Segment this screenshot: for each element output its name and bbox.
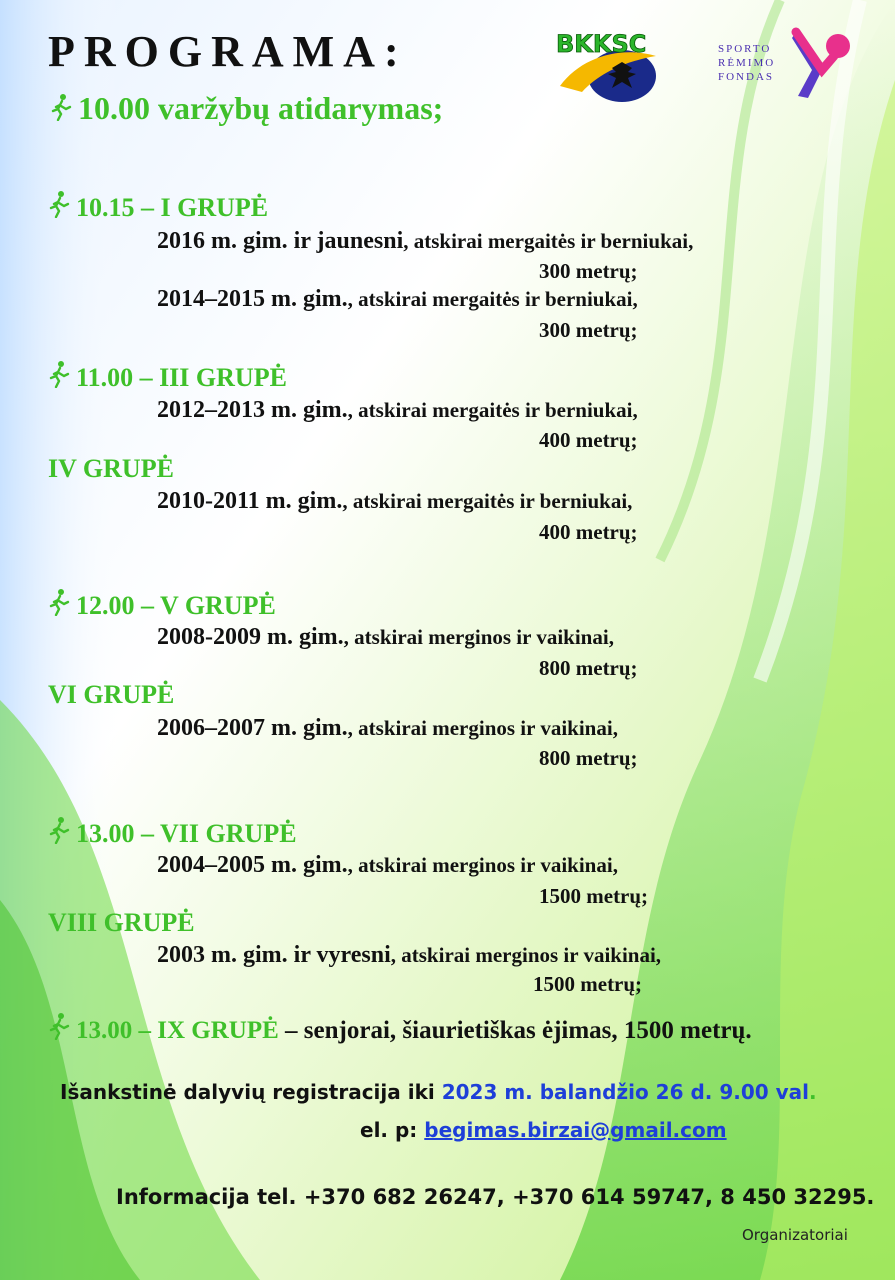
distance: 800 metrų;	[539, 656, 638, 680]
group-row: 2016 m. gim. ir jaunesni, atskirai mergaitės ir berniukai,	[157, 228, 694, 254]
runner-icon	[48, 360, 70, 388]
group-row: 2003 m. gim. ir vyresni, atskirai merginos ir vaikinai,	[157, 942, 662, 968]
bkksc-logo-text: BKKSC	[556, 30, 647, 58]
distance: 1500 metrų;	[533, 972, 643, 996]
runner-icon	[50, 93, 72, 121]
srf-logo-mark	[788, 26, 854, 102]
organizers-label: Organizatoriai	[742, 1226, 848, 1244]
group-heading-3: 11.00 – III GRUPĖ	[48, 360, 287, 393]
group-row: 2008-2009 m. gim., atskirai merginos ir vaikinai,	[157, 624, 614, 650]
group-heading-4: IV GRUPĖ	[48, 454, 174, 483]
bkksc-logo	[552, 26, 662, 104]
group-heading-5: 12.00 – V GRUPĖ	[48, 588, 276, 621]
page-title: PROGRAMA:	[48, 27, 408, 76]
runner-icon	[48, 1012, 70, 1040]
group-row: 2014–2015 m. gim., atskirai mergaitės ir berniukai,	[157, 286, 638, 312]
group-heading-1: 10.15 – I GRUPĖ	[48, 190, 268, 223]
email-line: el. p: begimas.birzai@gmail.com	[360, 1118, 727, 1142]
group-row: 2006–2007 m. gim., atskirai merginos ir vaikinai,	[157, 715, 618, 741]
runner-icon	[48, 588, 70, 616]
group-heading-8: VIII GRUPĖ	[48, 908, 195, 937]
group-heading-6: VI GRUPĖ	[48, 680, 175, 709]
distance: 300 metrų;	[539, 259, 638, 283]
distance: 400 metrų;	[539, 520, 638, 544]
runner-icon	[48, 190, 70, 218]
group-row: 2004–2005 m. gim., atskirai merginos ir vaikinai,	[157, 852, 618, 878]
distance: 300 metrų;	[539, 318, 638, 342]
group-row: 2012–2013 m. gim., atskirai mergaitės ir berniukai,	[157, 397, 638, 423]
group-heading-9: 13.00 – IX GRUPĖ – senjorai, šiaurietiškas ėjimas, 1500 metrų.	[48, 1012, 752, 1045]
runner-icon	[48, 816, 70, 844]
group-row: 2010-2011 m. gim., atskirai mergaitės ir berniukai,	[157, 488, 633, 514]
srf-logo-text: SPORTO RĖMIMO FONDAS	[718, 43, 776, 83]
registration-note: Išankstinė dalyvių registracija iki 2023 m. balandžio 26 d. 9.00 val.	[60, 1080, 817, 1104]
info-phones: Informacija tel. +370 682 26247, +370 614 59747, 8 450 32295.	[116, 1185, 875, 1209]
email-link[interactable]: begimas.birzai@gmail.com	[424, 1118, 727, 1142]
distance: 400 metrų;	[539, 428, 638, 452]
distance: 800 metrų;	[539, 746, 638, 770]
group-heading-7: 13.00 – VII GRUPĖ	[48, 816, 297, 849]
distance: 1500 metrų;	[539, 884, 649, 908]
opening-line: 10.00 varžybų atidarymas;	[50, 90, 443, 127]
